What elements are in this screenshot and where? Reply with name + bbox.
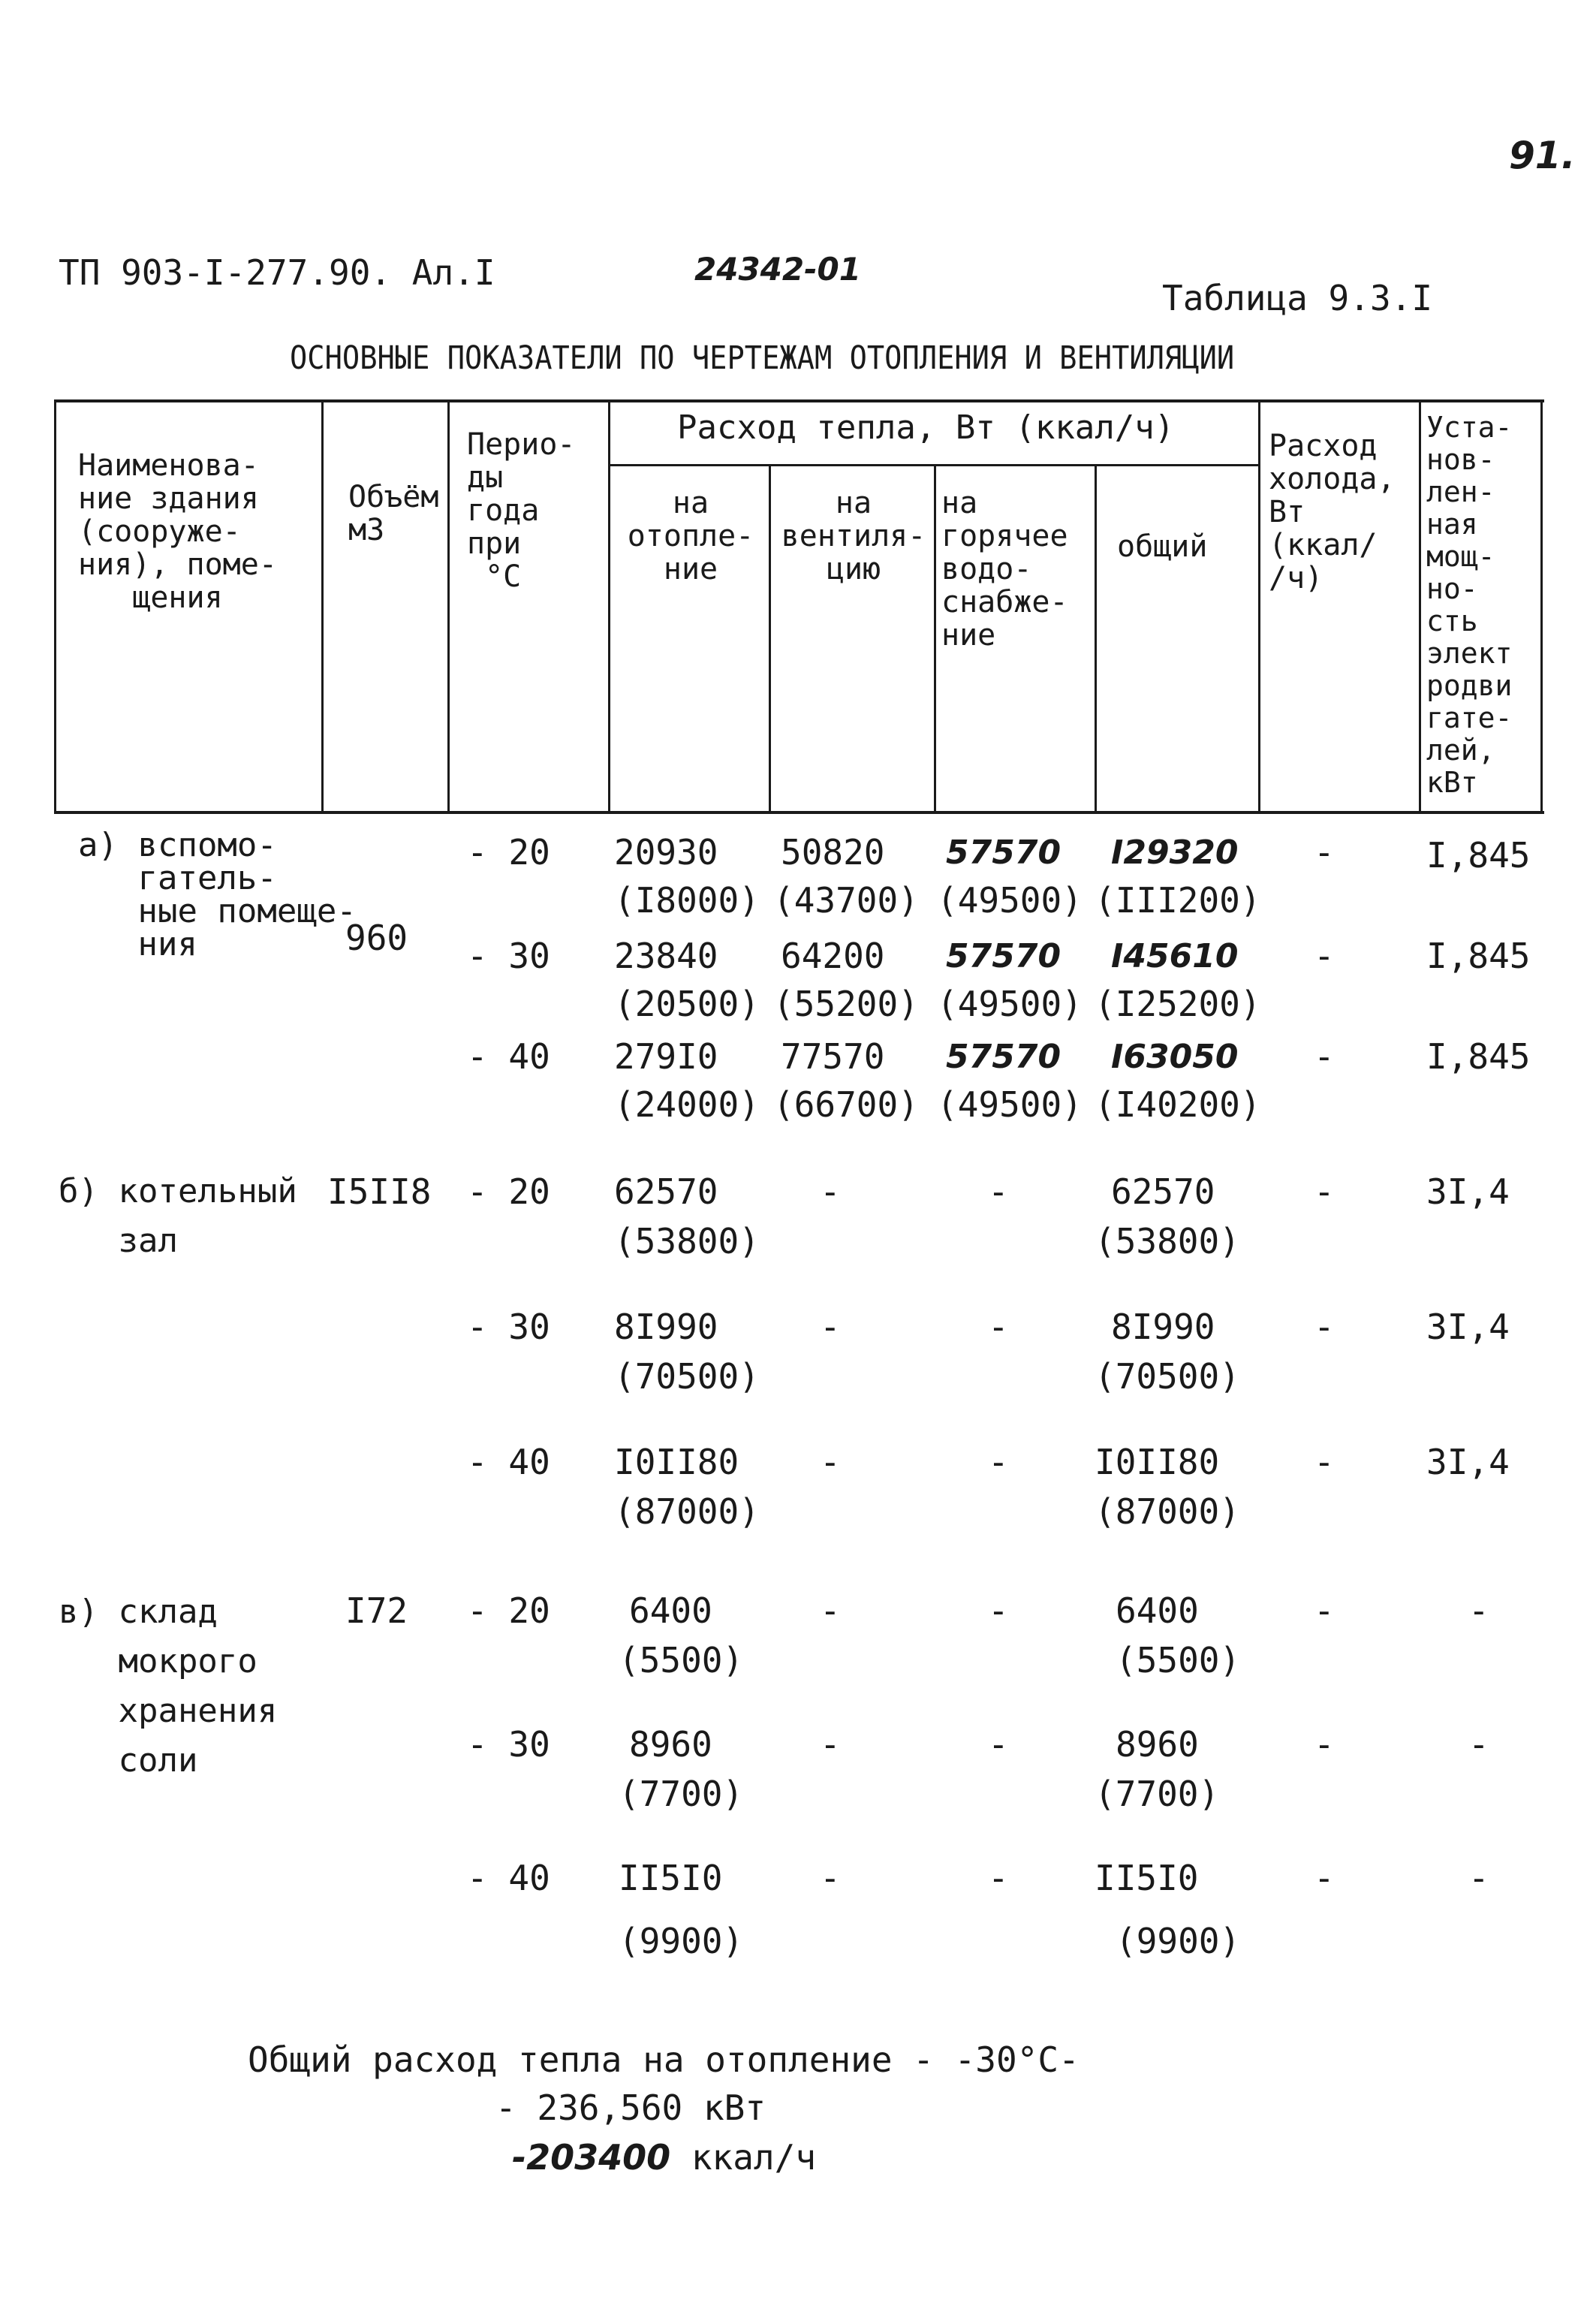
total-kcal-cell: (III200)	[1095, 880, 1261, 921]
header-hot-water: на горячее водо- снабже- ние	[941, 486, 1068, 653]
total-cell: I29320	[1111, 833, 1239, 872]
total-cell: 8I990	[1111, 1307, 1215, 1347]
cold-cell: -	[1314, 1442, 1335, 1482]
header-volume: Объём м3	[348, 480, 439, 547]
header-heating: на отопле- ние	[627, 486, 754, 586]
group-name-salt-storage: в) склад мокрого хранения соли	[59, 1593, 278, 1780]
hot-water-cell: -	[988, 1590, 1009, 1631]
cold-cell: -	[1314, 1036, 1335, 1077]
header-cold-consumption: Расход холода, Вт (ккал/ /ч)	[1269, 429, 1396, 595]
cold-cell: -	[1314, 1307, 1335, 1347]
group-volume: 960	[345, 918, 408, 958]
col-divider	[769, 464, 771, 814]
heating-kcal-cell: (7700)	[619, 1774, 744, 1814]
heating-cell: 20930	[614, 832, 718, 873]
col-divider	[1095, 464, 1097, 814]
heating-kcal-cell: (5500)	[619, 1640, 744, 1681]
total-kcal-cell: (7700)	[1095, 1774, 1220, 1814]
total-kcal-cell: (9900)	[1116, 1921, 1241, 1961]
power-cell: -	[1468, 1858, 1489, 1898]
cold-cell: -	[1314, 1171, 1335, 1212]
hot-water-cell: -	[988, 1724, 1009, 1765]
power-cell: 3I,4	[1426, 1307, 1510, 1347]
heating-kcal-cell: (87000)	[614, 1491, 760, 1532]
ventilation-cell: -	[820, 1724, 841, 1765]
col-divider	[447, 399, 450, 814]
group-volume: I5II8	[327, 1171, 432, 1212]
total-heat-kcal	[512, 2137, 816, 2178]
heating-cell: 23840	[614, 936, 718, 976]
total-kcal-cell: (5500)	[1116, 1640, 1241, 1681]
heating-cell: 6400	[629, 1590, 712, 1631]
group-name-boiler-room: б) котельный зал	[59, 1172, 297, 1260]
total-cell: I45610	[1111, 937, 1239, 975]
period-cell: - 20	[467, 1590, 550, 1631]
table-title: ОСНОВНЫЕ ПОКАЗАТЕЛИ ПО ЧЕРТЕЖАМ ОТОПЛЕНИЯ И ВЕНТИЛЯЦИИ	[290, 339, 1235, 377]
total-kcal-cell: (87000)	[1095, 1491, 1240, 1532]
total-kcal-cell: (70500)	[1095, 1356, 1240, 1397]
total-heat-kw: - 236,560 кВт	[495, 2087, 766, 2128]
col-divider	[934, 464, 936, 814]
table-header-bottom	[54, 811, 1544, 814]
col-divider	[1258, 399, 1260, 814]
power-cell: I,845	[1426, 1036, 1531, 1077]
heating-cell: 8960	[629, 1724, 712, 1765]
period-cell: - 30	[467, 1307, 550, 1347]
hot-water-cell: -	[988, 1442, 1009, 1482]
heating-kcal-cell: (24000)	[614, 1084, 760, 1125]
table-border-right	[1540, 399, 1543, 814]
ventilation-cell: -	[820, 1590, 841, 1631]
col-divider	[1419, 399, 1421, 814]
heating-cell: 8I990	[614, 1307, 718, 1347]
period-cell: - 30	[467, 936, 550, 976]
period-cell: - 20	[467, 1171, 550, 1212]
hot-water-cell: -	[988, 1171, 1009, 1212]
sheet-code: 24342-01	[694, 251, 861, 288]
ventilation-kcal-cell: (43700)	[773, 880, 919, 921]
hot-water-cell: -	[988, 1307, 1009, 1347]
hot-water-cell: 57570	[946, 937, 1061, 975]
period-cell: - 20	[467, 832, 550, 873]
heating-kcal-cell: (53800)	[614, 1221, 760, 1262]
cold-cell: -	[1314, 936, 1335, 976]
total-kcal-cell: (I40200)	[1095, 1084, 1261, 1125]
total-cell: 8960	[1116, 1724, 1199, 1765]
total-cell: I63050	[1111, 1038, 1239, 1076]
cold-cell: -	[1314, 1590, 1335, 1631]
heating-kcal-cell: (70500)	[614, 1356, 760, 1397]
heating-cell: I0II80	[614, 1442, 739, 1482]
heating-kcal-cell: (I8000)	[614, 880, 760, 921]
total-cell: 6400	[1116, 1590, 1199, 1631]
total-kcal-cell: (53800)	[1095, 1221, 1240, 1262]
header-installed-power: Уста- нов- лен- ная мощ- но- сть элект родви гате- лей, кВт	[1426, 411, 1513, 799]
col-divider	[321, 399, 324, 814]
power-cell: -	[1468, 1724, 1489, 1765]
cold-cell: -	[1314, 1858, 1335, 1898]
hot-water-cell: -	[988, 1858, 1009, 1898]
document-reference: ТП 903-I-277.90. Ал.I	[59, 252, 495, 293]
ventilation-cell: -	[820, 1442, 841, 1482]
total-heat-note: Общий расход тепла на отопление - -30°С-	[248, 2039, 1080, 2080]
group-name-auxiliary: а) вспомо- гатель- ные помеще- ния	[78, 826, 357, 963]
heating-cell: II5I0	[619, 1858, 723, 1898]
header-ventilation: на вентиля- цию	[781, 486, 926, 586]
period-cell: - 40	[467, 1036, 550, 1077]
ventilation-cell: -	[820, 1858, 841, 1898]
ventilation-kcal-cell: (66700)	[773, 1084, 919, 1125]
period-cell: - 40	[467, 1858, 550, 1898]
ventilation-cell: 77570	[781, 1036, 885, 1077]
ventilation-kcal-cell: (55200)	[773, 984, 919, 1024]
total-heat-kcal-unit: ккал/ч	[691, 2137, 817, 2178]
page-number: 91.	[1509, 134, 1576, 177]
hot-water-cell: 57570	[946, 833, 1061, 872]
group-volume: I72	[345, 1590, 408, 1631]
period-cell: - 30	[467, 1724, 550, 1765]
hot-water-cell: 57570	[946, 1038, 1061, 1076]
ventilation-cell: 64200	[781, 936, 885, 976]
ventilation-cell: 50820	[781, 832, 885, 873]
col-divider	[608, 399, 610, 814]
total-heat-kcal-value: -203400	[512, 2137, 671, 2178]
hot-water-kcal-cell: (49500)	[937, 1084, 1083, 1125]
total-cell: 62570	[1111, 1171, 1215, 1212]
power-cell: I,845	[1426, 936, 1531, 976]
table-number: Таблица 9.3.I	[1162, 278, 1433, 318]
header-heat-consumption: Расход тепла, Вт (ккал/ч)	[677, 408, 1175, 447]
total-kcal-cell: (I25200)	[1095, 984, 1261, 1024]
heating-cell: 62570	[614, 1171, 718, 1212]
power-cell: -	[1468, 1590, 1489, 1631]
heat-subheader-line	[608, 464, 1258, 466]
total-cell: II5I0	[1095, 1858, 1199, 1898]
ventilation-cell: -	[820, 1307, 841, 1347]
cold-cell: -	[1314, 1724, 1335, 1765]
power-cell: 3I,4	[1426, 1171, 1510, 1212]
heating-kcal-cell: (9900)	[619, 1921, 744, 1961]
hot-water-kcal-cell: (49500)	[937, 880, 1083, 921]
table-border-top	[54, 399, 1544, 402]
heating-kcal-cell: (20500)	[614, 984, 760, 1024]
power-cell: I,845	[1426, 835, 1531, 876]
cold-cell: -	[1314, 832, 1335, 873]
period-cell: - 40	[467, 1442, 550, 1482]
ventilation-cell: -	[820, 1171, 841, 1212]
header-name: Наименова- ние здания (сооруже- ния), поме- щения	[78, 448, 277, 615]
heating-cell: 279I0	[614, 1036, 718, 1077]
hot-water-kcal-cell: (49500)	[937, 984, 1083, 1024]
header-period: Перио- ды года при °C	[467, 427, 576, 594]
power-cell: 3I,4	[1426, 1442, 1510, 1482]
header-total: общий	[1117, 529, 1208, 564]
table-border-left	[54, 399, 56, 814]
total-cell: I0II80	[1095, 1442, 1220, 1482]
